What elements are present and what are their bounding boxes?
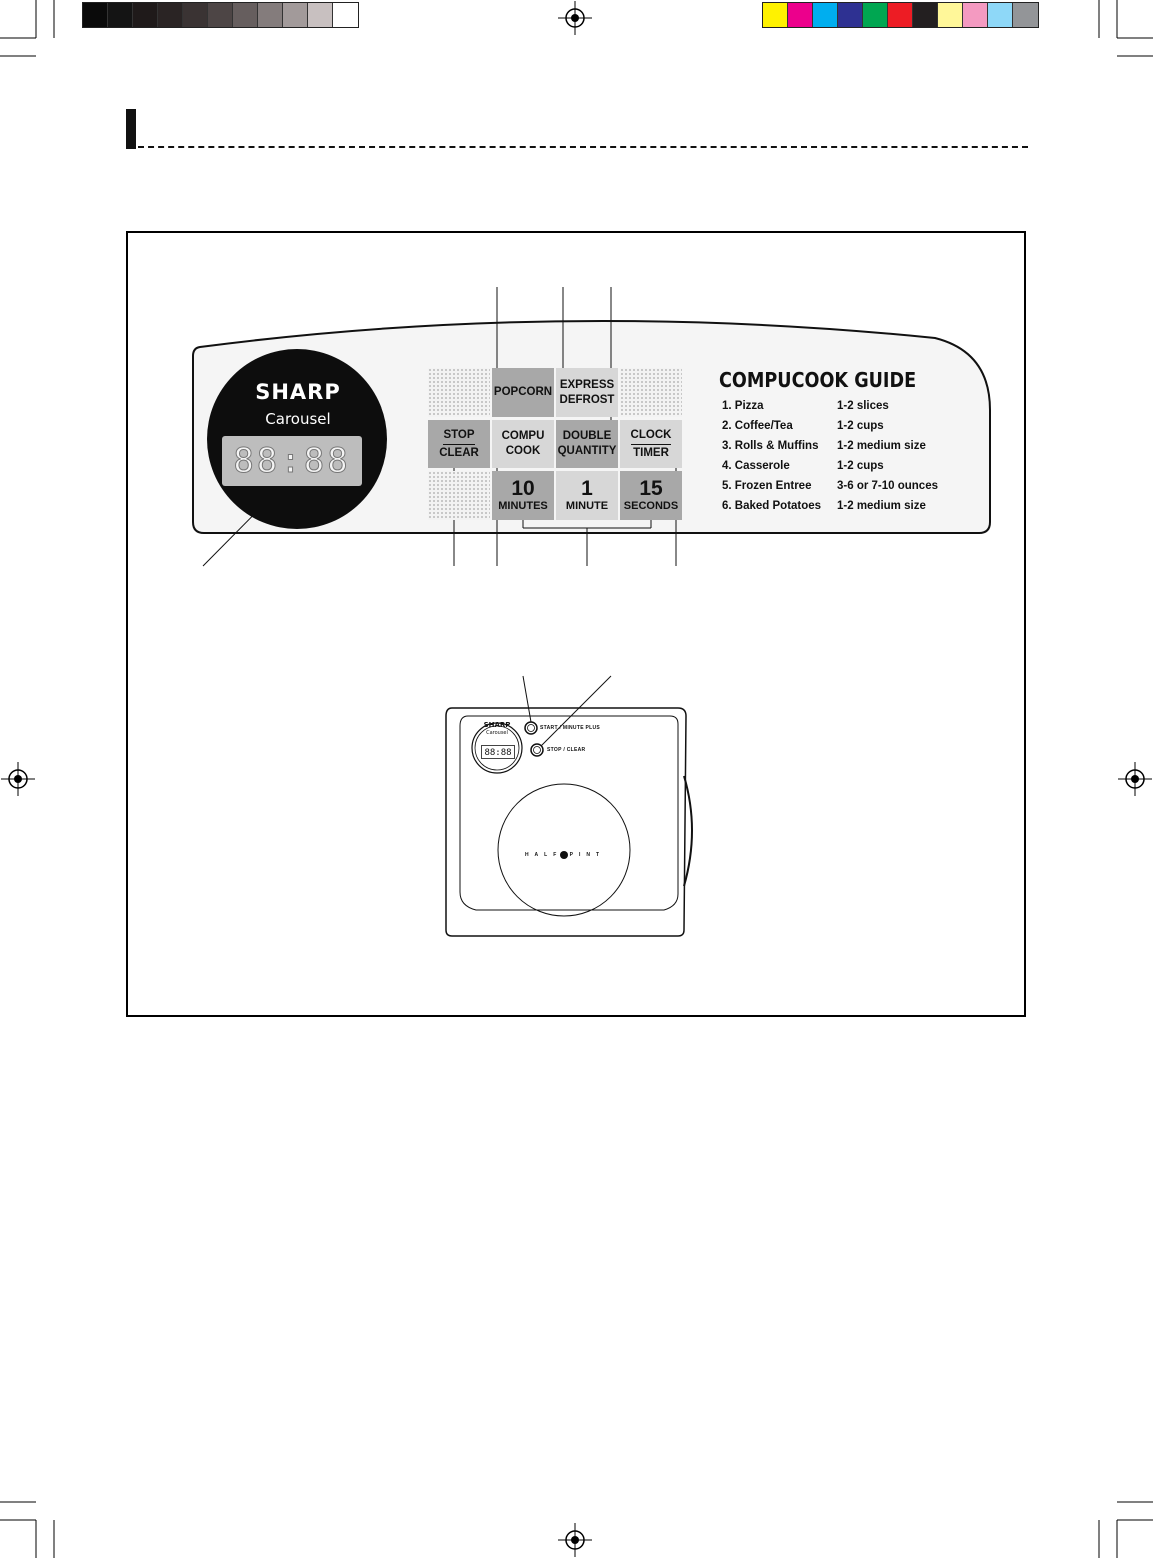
door-model-label: HALF PINT [524,852,606,858]
ten-minutes-number: 10 [511,477,535,500]
compucook-guide-title: COMPUCOOK GUIDE [719,368,917,392]
display-readout: 88:88 [233,441,351,481]
guide-quantity: 3-6 or 7-10 ounces [837,480,938,492]
guide-item: 2. Coffee/Tea [722,420,793,432]
stop-clear-mini-label: STOP / CLEAR [547,747,586,753]
fifteen-seconds-number: 15 [639,477,663,500]
stop-clear-mini-button[interactable] [547,747,585,753]
guide-quantity: 1-2 medium size [837,500,926,512]
double-quantity-label-line2: QUANTITY [557,445,617,457]
guide-item: 1. Pizza [722,400,764,412]
double-quantity-label-line1: DOUBLE [562,430,612,442]
mini-brand-logo: SHARP [483,721,511,729]
clock-label: CLOCK [631,428,672,445]
compu-cook-label-line1: COMPU [501,430,545,442]
guide-quantity: 1-2 cups [837,420,884,432]
model-logo: Carousel [265,410,331,428]
ten-minutes-unit: MINUTES [498,500,548,512]
clear-label: CLEAR [439,446,479,459]
guide-item: 3. Rolls & Muffins [722,440,819,452]
one-minute-number: 1 [581,477,593,500]
guide-item: 5. Frozen Entree [722,480,812,492]
compu-cook-label-line2: COOK [505,445,541,457]
one-minute-unit: MINUTE [565,500,609,512]
mini-display-readout: 88:88 [481,745,515,759]
guide-quantity: 1-2 slices [837,400,889,412]
mini-model-logo: Carousel [486,730,508,736]
start-minute-plus-button[interactable] [540,725,600,731]
brand-logo: SHARP [255,380,341,404]
express-defrost-label-line2: DEFROST [559,393,615,406]
fifteen-seconds-unit: SECONDS [623,500,679,512]
mini-stop-button-shape [531,744,543,756]
guide-quantity: 1-2 cups [837,460,884,472]
express-defrost-label-line1: EXPRESS [559,378,615,391]
guide-item: 4. Casserole [722,460,790,472]
timer-label: TIMER [633,446,669,459]
stop-label: STOP [443,428,474,445]
popcorn-label: POPCORN [493,386,553,398]
start-minute-plus-label: START / MINUTE PLUS [540,725,601,731]
mini-start-button-shape [525,722,537,734]
guide-item: 6. Baked Potatoes [722,500,822,512]
guide-quantity: 1-2 medium size [837,440,926,452]
